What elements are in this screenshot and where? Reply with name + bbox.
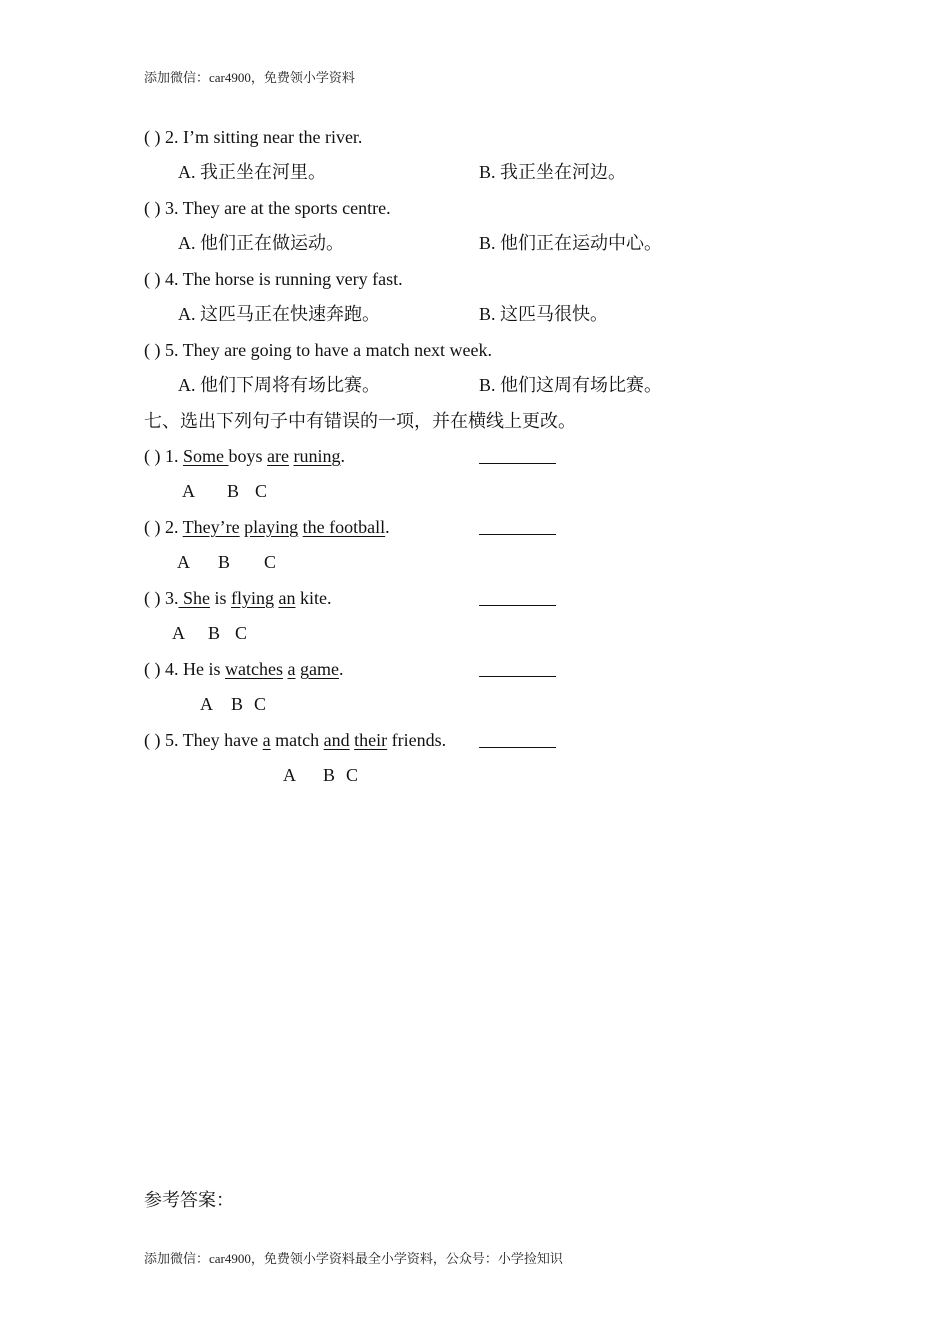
option-2b: B. 我正坐在河边。 bbox=[479, 162, 627, 182]
letter-b: B bbox=[323, 765, 336, 785]
answer-blank-4[interactable] bbox=[479, 676, 556, 677]
part-a: She bbox=[178, 588, 210, 608]
question-5: ( ) 5. They are going to have a match next week. bbox=[144, 340, 493, 360]
error-item-1 bbox=[144, 445, 345, 467]
letter-b: B bbox=[218, 552, 231, 572]
part-a: Some bbox=[183, 446, 229, 466]
letter-a: A bbox=[177, 552, 190, 572]
part-b: playing bbox=[244, 517, 299, 537]
option-2a: A. 我正坐在河里。 bbox=[178, 162, 326, 182]
item-number: ( ) 4. He is bbox=[144, 659, 225, 679]
letter-b: B bbox=[231, 694, 244, 714]
letter-c: C bbox=[254, 694, 267, 714]
letter-c: C bbox=[255, 481, 268, 501]
plain-text: . bbox=[338, 659, 344, 679]
option-4b: B. 这匹马很快。 bbox=[479, 304, 609, 324]
item-number: ( ) 5. They have bbox=[144, 730, 263, 750]
letter-c: C bbox=[346, 765, 359, 785]
item-number: ( ) 1. bbox=[144, 446, 183, 466]
section-7-title: 七、选出下列句子中有错误的一项，并在横线上更改。 bbox=[144, 411, 576, 431]
part-b: flying bbox=[231, 588, 275, 608]
question-4: ( ) 4. The horse is running very fast. bbox=[144, 269, 403, 289]
letter-a: A bbox=[182, 481, 195, 501]
part-b: and bbox=[323, 730, 350, 750]
error-item-2 bbox=[144, 516, 390, 538]
question-3: ( ) 3. They are at the sports centre. bbox=[144, 198, 391, 218]
answer-blank-5[interactable] bbox=[479, 747, 556, 748]
letter-a: A bbox=[172, 623, 185, 643]
option-3a: A. 他们正在做运动。 bbox=[178, 233, 344, 253]
part-c: their bbox=[354, 730, 388, 750]
option-4a: A. 这匹马正在快速奔跑。 bbox=[178, 304, 380, 324]
part-c: game bbox=[299, 659, 339, 679]
part-b: a bbox=[287, 659, 296, 679]
answer-blank-3[interactable] bbox=[479, 605, 556, 606]
part-b: are bbox=[267, 446, 290, 466]
page-footer-note: 添加微信：car4900，免费领小学资料最全小学资料，公众号：小学捡知识 bbox=[144, 1251, 563, 1266]
part-a: watches bbox=[224, 659, 283, 679]
item-number: ( ) 3. bbox=[144, 588, 179, 608]
item-number: ( ) 2. bbox=[144, 517, 183, 537]
plain-text: is bbox=[210, 588, 232, 608]
plain-text: boys bbox=[228, 446, 268, 466]
option-5b: B. 他们这周有场比赛。 bbox=[479, 375, 663, 395]
letter-a: A bbox=[200, 694, 213, 714]
answers-title: 参考答案： bbox=[144, 1190, 234, 1210]
letter-b: B bbox=[208, 623, 221, 643]
option-5a: A. 他们下周将有场比赛。 bbox=[178, 375, 380, 395]
part-a: They’re bbox=[182, 517, 240, 537]
part-c: an bbox=[278, 588, 296, 608]
answer-blank-2[interactable] bbox=[479, 534, 556, 535]
plain-text: kite. bbox=[295, 588, 332, 608]
error-item-3 bbox=[144, 587, 332, 609]
plain-text: . bbox=[340, 446, 346, 466]
question-2: ( ) 2. I’m sitting near the river. bbox=[144, 127, 363, 147]
part-c: the football bbox=[302, 517, 386, 537]
error-item-4 bbox=[144, 658, 343, 680]
page-header-note: 添加微信：car4900，免费领小学资料 bbox=[144, 70, 355, 85]
option-3b: B. 他们正在运动中心。 bbox=[479, 233, 663, 253]
part-c: runing bbox=[293, 446, 341, 466]
plain-text: match bbox=[270, 730, 324, 750]
plain-text: friends. bbox=[387, 730, 447, 750]
error-item-5 bbox=[144, 729, 446, 751]
part-a: a bbox=[262, 730, 271, 750]
letter-c: C bbox=[264, 552, 277, 572]
letter-c: C bbox=[235, 623, 248, 643]
plain-text: . bbox=[385, 517, 390, 537]
letter-a: A bbox=[283, 765, 296, 785]
answer-blank-1[interactable] bbox=[479, 463, 556, 464]
letter-b: B bbox=[227, 481, 240, 501]
